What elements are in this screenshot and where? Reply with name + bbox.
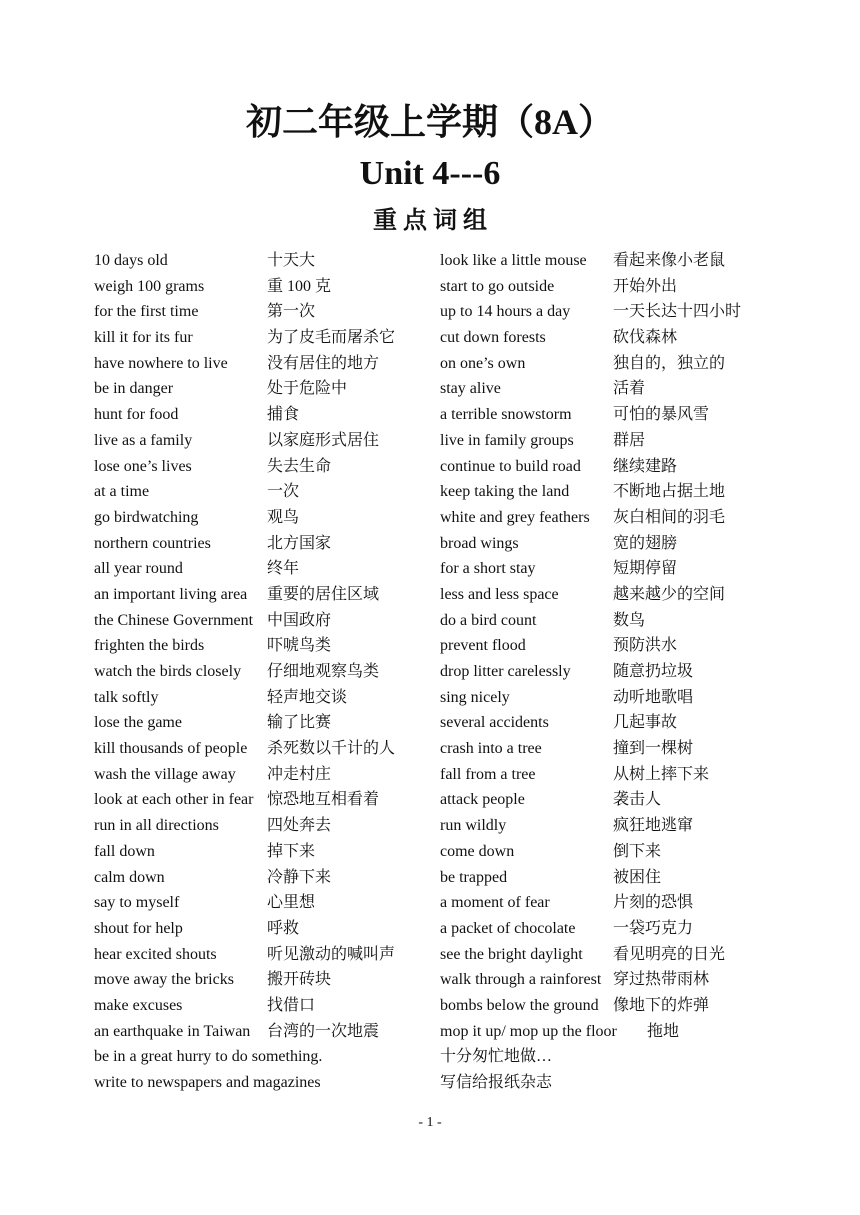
phrase-english: talk softly bbox=[94, 688, 159, 706]
phrase-english: be trapped bbox=[440, 868, 508, 886]
phrase-english: hunt for food bbox=[94, 406, 179, 424]
phrase-chinese: 为了皮毛而屠杀它 bbox=[267, 329, 396, 347]
phrase-chinese: 失去生命 bbox=[267, 457, 332, 475]
phrase-row bbox=[440, 1070, 780, 1096]
phrase-english: frighten the birds bbox=[94, 637, 205, 655]
phrase-english: white and grey feathers bbox=[440, 508, 590, 526]
phrase-row bbox=[94, 299, 424, 325]
phrase-chinese: 看起来像小老鼠 bbox=[613, 252, 726, 269]
phrase-row bbox=[94, 710, 424, 736]
phrase-row bbox=[94, 659, 424, 685]
phrase-row bbox=[440, 787, 780, 813]
phrase-chinese: 搬开砖块 bbox=[267, 971, 332, 989]
phrase-chinese: 短期停留 bbox=[613, 560, 678, 578]
phrase-english: all year round bbox=[94, 560, 183, 578]
phrase-chinese: 可怕的暴风雪 bbox=[613, 406, 710, 424]
phrase-row bbox=[440, 454, 780, 480]
phrase-english: crash into a tree bbox=[440, 740, 542, 758]
phrase-english: look at each other in fear bbox=[94, 791, 254, 809]
phrase-row bbox=[94, 1019, 424, 1045]
phrase-chinese: 灰白相间的羽毛 bbox=[613, 508, 726, 526]
phrase-row bbox=[440, 582, 780, 608]
phrase-row bbox=[94, 582, 424, 608]
phrase-chinese: 一次 bbox=[267, 483, 300, 501]
phrase-row bbox=[440, 274, 780, 300]
phrase-chinese: 被困住 bbox=[613, 868, 662, 886]
phrase-row bbox=[440, 1019, 780, 1045]
phrase-english: watch the birds closely bbox=[94, 663, 242, 680]
phrase-row bbox=[440, 505, 780, 531]
phrase-english: say to myself bbox=[94, 894, 180, 912]
phrase-chinese: 中国政府 bbox=[267, 611, 332, 629]
phrase-row bbox=[440, 479, 780, 505]
phrase-row bbox=[94, 351, 424, 377]
phrase-english: live in family groups bbox=[440, 431, 574, 449]
phrase-chinese: 冲走村庄 bbox=[267, 765, 332, 783]
phrase-row bbox=[440, 299, 780, 325]
phrase-english: 写信给报纸杂志 bbox=[440, 1074, 553, 1091]
phrase-row bbox=[94, 633, 424, 659]
phrase-english: stay alive bbox=[440, 380, 501, 398]
phrase-english: attack people bbox=[440, 791, 525, 809]
phrase-english: kill thousands of people bbox=[94, 740, 248, 758]
phrase-row bbox=[94, 993, 424, 1019]
phrase-chinese: 听见激动的喊叫声 bbox=[267, 945, 396, 963]
phrase-row bbox=[94, 942, 424, 968]
phrase-english: less and less space bbox=[440, 585, 559, 603]
phrase-row bbox=[94, 248, 424, 274]
phrase-row bbox=[94, 531, 424, 557]
phrase-row bbox=[440, 710, 780, 736]
phrase-english: on one’s own bbox=[440, 354, 526, 372]
phrase-chinese: 北方国家 bbox=[267, 534, 332, 552]
phrase-row bbox=[94, 505, 424, 531]
phrase-row bbox=[440, 942, 780, 968]
phrase-row bbox=[440, 1044, 780, 1070]
phrase-row bbox=[94, 916, 424, 942]
phrase-chinese: 杀死数以千计的人 bbox=[267, 740, 396, 758]
phrase-chinese: 独自的，独立的 bbox=[613, 354, 726, 372]
phrase-row bbox=[94, 685, 424, 711]
phrase-english: go birdwatching bbox=[94, 508, 199, 526]
phrase-english: run in all directions bbox=[94, 817, 219, 835]
phrase-english: 10 days old bbox=[94, 252, 168, 269]
phrase-english: a terrible snowstorm bbox=[440, 406, 572, 424]
phrase-row bbox=[94, 428, 424, 454]
phrase-chinese: 以家庭形式居住 bbox=[267, 431, 380, 449]
phrase-chinese: 呼救 bbox=[267, 919, 300, 937]
phrase-english: cut down forests bbox=[440, 329, 546, 347]
phrase-chinese: 不断地占据土地 bbox=[613, 483, 726, 501]
phrase-english: a moment of fear bbox=[440, 894, 550, 912]
phrase-row bbox=[440, 890, 780, 916]
phrase-row bbox=[94, 1070, 424, 1096]
phrase-chinese: 宽的翅膀 bbox=[613, 534, 678, 552]
phrase-row bbox=[94, 865, 424, 891]
phrase-row bbox=[94, 1044, 424, 1070]
phrase-english: keep taking the land bbox=[440, 483, 570, 501]
phrase-row bbox=[94, 787, 424, 813]
phrase-english: walk through a rainforest bbox=[440, 971, 602, 989]
phrase-row bbox=[440, 659, 780, 685]
phrase-row bbox=[94, 890, 424, 916]
phrase-row bbox=[440, 556, 780, 582]
phrase-row bbox=[440, 325, 780, 351]
phrase-english: an earthquake in Taiwan bbox=[94, 1022, 251, 1040]
phrase-chinese: 几起事故 bbox=[613, 714, 678, 732]
phrase-chinese: 从树上摔下来 bbox=[613, 765, 710, 783]
phrase-row bbox=[440, 351, 780, 377]
phrase-english: do a bird count bbox=[440, 611, 537, 629]
phrase-english: be in danger bbox=[94, 380, 174, 398]
right-phrase-column bbox=[440, 248, 780, 1096]
phrase-row bbox=[440, 248, 780, 274]
phrase-chinese: 动听地歌唱 bbox=[613, 688, 694, 706]
phrase-english: run wildly bbox=[440, 817, 507, 835]
phrase-english: several accidents bbox=[440, 714, 549, 732]
phrase-english: a packet of chocolate bbox=[440, 919, 576, 937]
phrase-row bbox=[440, 402, 780, 428]
phrase-english: start to go outside bbox=[440, 277, 555, 295]
phrase-english: write to newspapers and magazines bbox=[94, 1074, 321, 1091]
phrase-row bbox=[94, 479, 424, 505]
phrase-english: be in a great hurry to do something. bbox=[94, 1048, 323, 1066]
phrase-row bbox=[94, 376, 424, 402]
phrase-chinese: 仔细地观察鸟类 bbox=[267, 663, 380, 680]
phrase-english: an important living area bbox=[94, 585, 248, 603]
phrase-english: wash the village away bbox=[94, 765, 236, 783]
phrase-english: for the first time bbox=[94, 303, 199, 321]
phrase-english: lose one’s lives bbox=[94, 457, 192, 475]
phrase-row bbox=[94, 274, 424, 300]
phrase-row bbox=[94, 839, 424, 865]
phrase-row bbox=[94, 402, 424, 428]
phrase-chinese: 重要的居住区域 bbox=[267, 585, 380, 603]
phrase-chinese: 台湾的一次地震 bbox=[267, 1022, 380, 1040]
left-phrase-column bbox=[94, 248, 424, 1096]
phrase-row bbox=[440, 865, 780, 891]
phrase-chinese: 越来越少的空间 bbox=[613, 585, 726, 603]
phrase-chinese: 掉下来 bbox=[267, 842, 316, 860]
page-number: - 1 - bbox=[418, 1115, 442, 1130]
phrase-row bbox=[440, 762, 780, 788]
phrase-chinese: 继续建路 bbox=[613, 457, 678, 475]
phrase-english: the Chinese Government bbox=[94, 611, 254, 629]
phrase-row bbox=[440, 376, 780, 402]
phrase-english: continue to build road bbox=[440, 457, 581, 475]
phrase-row bbox=[440, 608, 780, 634]
phrase-chinese: 预防洪水 bbox=[613, 637, 678, 655]
phrase-row bbox=[94, 762, 424, 788]
phrase-english: move away the bricks bbox=[94, 971, 234, 989]
phrase-chinese: 冷静下来 bbox=[267, 868, 332, 886]
unit-subtitle: Unit 4---6 bbox=[359, 155, 501, 192]
phrase-english: fall from a tree bbox=[440, 765, 536, 783]
phrase-row bbox=[94, 325, 424, 351]
section-heading: 重 点 词 组 bbox=[373, 208, 487, 234]
phrase-chinese: 拖地 bbox=[647, 1022, 680, 1040]
phrase-chinese: 撞到一棵树 bbox=[613, 740, 694, 758]
phrase-english: hear excited shouts bbox=[94, 945, 217, 963]
phrase-chinese: 砍伐森林 bbox=[613, 329, 678, 347]
phrase-row bbox=[440, 967, 780, 993]
phrase-chinese: 观鸟 bbox=[267, 508, 300, 526]
phrase-english: broad wings bbox=[440, 534, 519, 552]
phrase-row bbox=[440, 813, 780, 839]
phrase-chinese: 四处奔去 bbox=[267, 817, 332, 835]
phrase-english: make excuses bbox=[94, 996, 183, 1014]
phrase-row bbox=[440, 685, 780, 711]
phrase-english: drop litter carelessly bbox=[440, 663, 571, 680]
phrase-chinese: 惊恐地互相看着 bbox=[267, 791, 380, 809]
phrase-chinese: 疯狂地逃窜 bbox=[613, 817, 694, 835]
phrase-row bbox=[440, 633, 780, 659]
phrase-chinese: 像地下的炸弹 bbox=[613, 996, 710, 1014]
phrase-english: live as a family bbox=[94, 431, 193, 449]
phrase-row bbox=[94, 736, 424, 762]
phrase-english: sing nicely bbox=[440, 688, 510, 706]
phrase-english: prevent flood bbox=[440, 637, 526, 655]
phrase-row bbox=[440, 736, 780, 762]
phrase-english: up to 14 hours a day bbox=[440, 303, 571, 321]
phrase-chinese: 处于危险中 bbox=[267, 380, 348, 398]
phrase-row bbox=[440, 916, 780, 942]
phrase-chinese: 数鸟 bbox=[613, 611, 646, 629]
phrase-chinese: 终年 bbox=[267, 560, 300, 578]
phrase-chinese: 倒下来 bbox=[613, 842, 662, 860]
phrase-row bbox=[440, 993, 780, 1019]
phrase-chinese: 没有居住的地方 bbox=[267, 354, 380, 372]
phrase-chinese: 群居 bbox=[613, 431, 646, 449]
phrase-chinese: 第一次 bbox=[267, 303, 316, 321]
phrase-english: lose the game bbox=[94, 714, 182, 732]
phrase-row bbox=[440, 428, 780, 454]
phrase-english: for a short stay bbox=[440, 560, 536, 578]
phrase-chinese: 随意扔垃圾 bbox=[613, 663, 694, 680]
phrase-english: bombs below the ground bbox=[440, 996, 599, 1014]
phrase-english: have nowhere to live bbox=[94, 354, 228, 372]
phrase-english: 十分匆忙地做… bbox=[440, 1048, 553, 1066]
phrase-row bbox=[94, 813, 424, 839]
phrase-chinese: 找借口 bbox=[267, 996, 316, 1014]
phrase-row bbox=[94, 967, 424, 993]
phrase-english: mop it up/ mop up the floor bbox=[440, 1022, 617, 1040]
phrase-english: northern countries bbox=[94, 534, 211, 552]
phrase-chinese: 轻声地交谈 bbox=[267, 688, 348, 706]
page-title: 初二年级上学期（8A） bbox=[246, 102, 614, 142]
phrase-english: come down bbox=[440, 842, 515, 860]
phrase-english: see the bright daylight bbox=[440, 945, 583, 963]
phrase-chinese: 开始外出 bbox=[613, 277, 678, 295]
phrase-english: calm down bbox=[94, 868, 165, 886]
phrase-english: look like a little mouse bbox=[440, 252, 587, 269]
phrase-chinese: 十天大 bbox=[267, 252, 316, 269]
phrase-chinese: 一天长达十四小时 bbox=[613, 303, 742, 321]
phrase-chinese: 心里想 bbox=[267, 894, 316, 912]
phrase-chinese: 活着 bbox=[613, 380, 646, 398]
phrase-chinese: 袭击人 bbox=[613, 791, 662, 809]
phrase-chinese: 输了比赛 bbox=[267, 714, 332, 732]
phrase-row bbox=[94, 556, 424, 582]
phrase-chinese: 穿过热带雨林 bbox=[613, 971, 710, 989]
phrase-chinese: 捕食 bbox=[267, 406, 300, 424]
phrase-row bbox=[440, 531, 780, 557]
phrase-english: shout for help bbox=[94, 919, 183, 937]
phrase-english: kill it for its fur bbox=[94, 329, 193, 347]
phrase-row bbox=[94, 454, 424, 480]
phrase-chinese: 重 100 克 bbox=[267, 277, 332, 295]
phrase-english: weigh 100 grams bbox=[94, 277, 205, 295]
phrase-chinese: 吓唬鸟类 bbox=[267, 637, 332, 655]
phrase-row bbox=[94, 608, 424, 634]
phrase-chinese: 看见明亮的日光 bbox=[613, 945, 726, 963]
phrase-chinese: 一袋巧克力 bbox=[613, 919, 694, 937]
phrase-chinese: 片刻的恐惧 bbox=[613, 894, 694, 912]
phrase-row bbox=[440, 839, 780, 865]
phrase-english: at a time bbox=[94, 483, 150, 501]
phrase-english: fall down bbox=[94, 842, 155, 860]
